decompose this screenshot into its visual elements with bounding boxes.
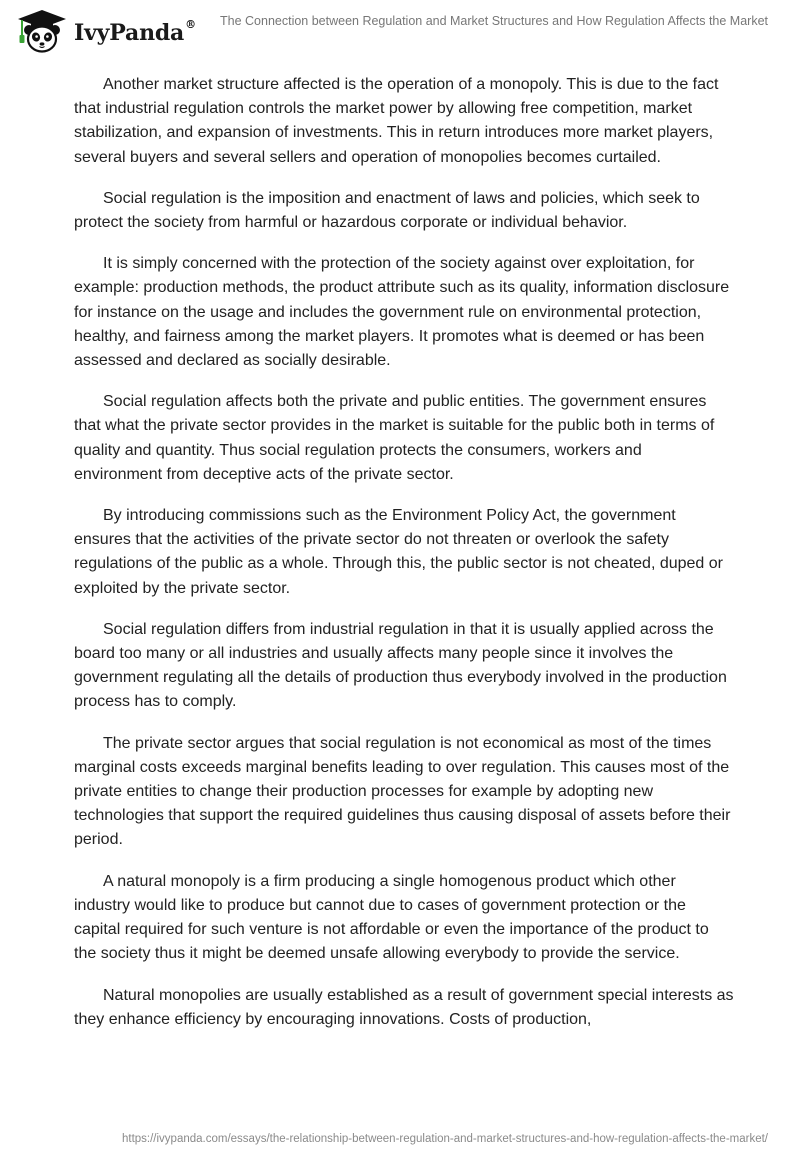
paragraph: A natural monopoly is a firm producing a single homogenous product which other industry would like to produce but cannot due to cases of government protection or the capital required for such venture is not affordable or even the importance of the product to the society thus it might be deemed unsafe allowing everybody to provide the service.: [74, 872, 709, 963]
document-title: The Connection between Regulation and Market Structures and How Regulation Affects the Market: [220, 14, 768, 28]
paragraph: Social regulation affects both the private and public entities. The government ensures that what the private sector provides in the market is suitable for the public both in terms of quality and quantity. Thus social regulation protects the consumers, workers and environment from deceptive acts of the private sector.: [74, 393, 715, 483]
paragraph: Social regulation differs from industrial regulation in that it is usually applied across the board too many or all industries and usually affects many people since it involves the government regulating all the details of production thus everybody involved in the production process has to comply.: [74, 620, 727, 711]
essay-body: [74, 73, 734, 1049]
panda-graduate-icon: [14, 8, 70, 54]
paragraph: Social regulation is the imposition and enactment of laws and policies, which seek to protect the society from harmful or hazardous corporate or individual behavior.: [74, 189, 700, 232]
page-header: [0, 0, 800, 60]
registered-mark: ®: [185, 18, 196, 31]
paragraph: By introducing commissions such as the Environment Policy Act, the government ensures that the activities of the private sector do not threaten or overlook the safety regulations of the public as a whole. Through this, the public sector is not cheated, duped or exploited by the private sector.: [74, 507, 723, 597]
paragraph: Another market structure affected is the operation of a monopoly. This is due to the fact that industrial regulation controls the market power by allowing free competition, market stabilization, and expansion of investments. This in return introduces more market players, several buyers and several sellers and operation of monopolies becomes curtailed.: [74, 76, 719, 166]
source-url-link[interactable]: https://ivypanda.com/essays/the-relationship-between-regulation-and-market-structures-and-how-regulation-affects-the-market/: [121, 1133, 768, 1145]
paragraph: Natural monopolies are usually established as a result of government special interests as they enhance efficiency by encouraging innovations. Costs of production,: [74, 986, 734, 1028]
paragraph: The private sector argues that social regulation is not economical as most of the times marginal costs exceeds marginal benefits leading to over regulation. This causes most of the private entities to change their production processes for example by adopting new technologies that support the required guidelines thus causing disposal of assets before their period.: [74, 734, 731, 849]
paragraph: It is simply concerned with the protection of the society against over exploitation, for example: production methods, the product attribute such as its quality, information disclosure for instance on the usage and includes the government rule on environmental protection, healthy, and fairness among the market players. It promotes what is deemed or has been assessed and declared as socially desirable.: [74, 255, 730, 370]
logo-wordmark: IvyPanda®: [74, 18, 196, 46]
ivypanda-logo[interactable]: [14, 8, 196, 54]
